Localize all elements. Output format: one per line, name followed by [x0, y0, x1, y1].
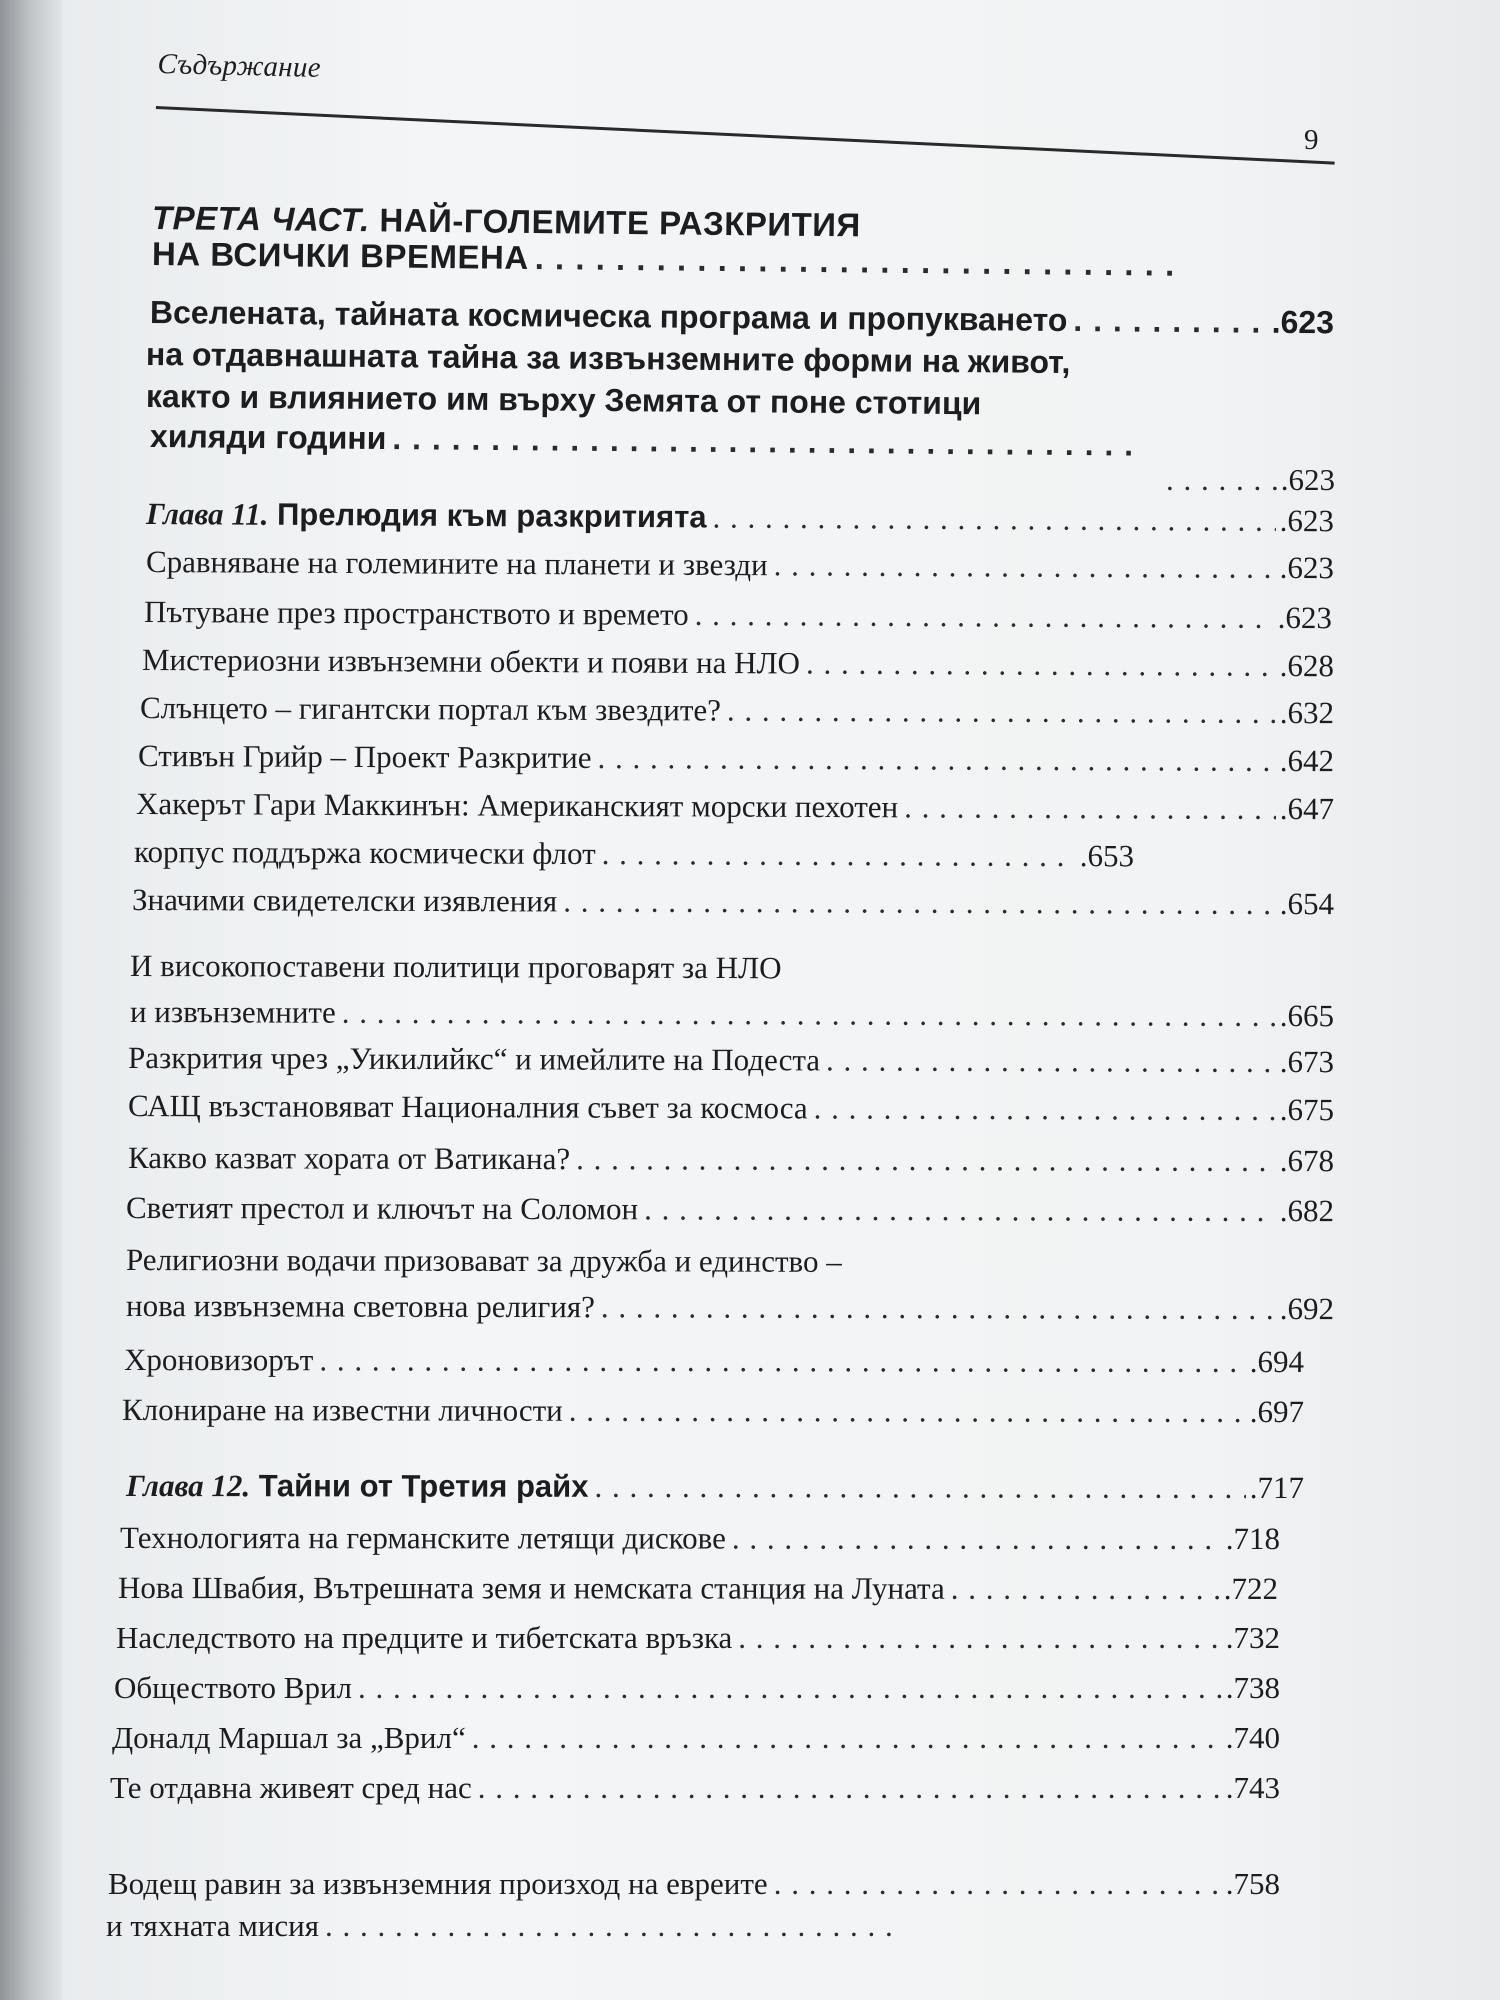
toc-entry-title: Хакерът Гари Маккинън: Американският морски пехотен — [135, 786, 899, 825]
toc-entry[interactable] — [118, 1566, 1278, 1611]
toc-entry-title: Те отдавна живеят сред нас — [110, 1770, 472, 1805]
toc-entry[interactable] — [130, 990, 1334, 1038]
chapter-11-heading[interactable] — [146, 492, 1334, 543]
leader-dots — [806, 641, 1276, 687]
page-ref: .722 — [1223, 1570, 1279, 1607]
page-ref: .675 — [1279, 1092, 1335, 1128]
chapter-title: Тайни от Третия райх — [250, 1468, 589, 1504]
page-ref: .653 — [1079, 838, 1135, 874]
toc-entry[interactable] — [112, 1716, 1280, 1760]
leader-dots — [1166, 458, 1277, 502]
page-ref: .694 — [1249, 1343, 1305, 1380]
toc-entry[interactable] — [128, 1136, 1334, 1183]
part-label: ТРЕТА ЧАСТ. — [151, 199, 370, 239]
leader-dots — [319, 1338, 1245, 1384]
chapter-title: Прелюдия към разкритията — [268, 496, 707, 535]
leader-dots — [563, 880, 1276, 926]
page-ref: .623 — [1271, 303, 1335, 341]
intro-page-line — [1160, 458, 1335, 502]
toc-entry-title: нова извънземна световна религия? — [125, 1288, 595, 1325]
leader-dots — [727, 689, 1276, 735]
page-ref: .623 — [1279, 549, 1335, 586]
intro-text: както и влиянието им върху Земята от поне стотици — [145, 378, 982, 422]
toc-entry-title: Технологията на германските летящи дискове — [119, 1520, 726, 1556]
leader-dots — [392, 416, 1140, 467]
intro-text: на отдавнашната тайна за извънземните форми на живот, — [145, 336, 1071, 381]
part-title-cont: НА ВСИЧКИ ВРЕМЕНА — [151, 235, 529, 276]
page-ref: .678 — [1279, 1143, 1335, 1179]
toc-entry-title: И високопоставени политици проговарят за НЛО — [129, 948, 782, 986]
toc-entry-title: Водещ равин за извънземния произход на евреите — [108, 1866, 768, 1901]
page-ref: .623 — [1277, 599, 1333, 636]
toc-entry[interactable] — [106, 1904, 906, 1948]
toc-entry-title: Светият престол и ключът на Соломон — [125, 1190, 639, 1227]
page-ref: .642 — [1279, 742, 1335, 779]
leader-dots — [904, 785, 1276, 831]
page-ref: .692 — [1279, 1291, 1335, 1327]
leader-dots — [594, 1465, 1245, 1510]
toc-entry[interactable] — [128, 1036, 1334, 1084]
intro-text: хиляди години — [149, 418, 387, 457]
toc-entry[interactable] — [126, 1284, 1334, 1331]
toc-entry-title: Хроновизорът — [123, 1342, 314, 1378]
page-ref: .682 — [1279, 1193, 1335, 1229]
part-title: НАЙ-ГОЛЕМИТЕ РАЗКРИТИЯ — [369, 201, 861, 244]
leader-dots — [472, 1716, 1222, 1760]
page-ref: .732 — [1225, 1620, 1280, 1655]
toc-entry-title: Значими свидетелски изявления — [131, 882, 558, 919]
toc-entry[interactable] — [132, 878, 1334, 926]
leader-dots — [695, 593, 1274, 640]
toc-entry-title: Мистериозни извънземни обекти и появи на НЛО — [141, 642, 801, 681]
page-ref: .738 — [1225, 1670, 1280, 1705]
leader-dots — [358, 1666, 1222, 1710]
toc-entry-title: Нова Швабия, Вътрешната земя и немската станция на Луната — [117, 1570, 945, 1606]
toc-entry-title: Клониране на известни личности — [121, 1392, 563, 1428]
toc-entry-title: Пътуване през пространството и времето — [143, 594, 689, 632]
toc-entry-title: Слънцето – гигантски портал към звездите? — [139, 690, 722, 728]
toc-entry[interactable] — [134, 830, 1134, 878]
leader-dots — [826, 1038, 1276, 1084]
page-ref: .654 — [1279, 886, 1335, 922]
page-ref: .743 — [1225, 1770, 1280, 1805]
toc-entry[interactable] — [144, 590, 1332, 640]
leader-dots — [738, 1616, 1221, 1660]
page-number: 9 — [1304, 124, 1319, 156]
leader-dots — [325, 1904, 902, 1948]
toc-entry[interactable] — [136, 782, 1334, 831]
toc-entry[interactable] — [108, 1862, 1280, 1906]
page-ref: .623 — [1280, 462, 1335, 497]
page-ref: .628 — [1279, 647, 1335, 684]
toc-entry[interactable] — [128, 1084, 1334, 1132]
chapter-label: Глава 12. — [125, 1468, 251, 1504]
toc-entry-title: Религиозни водачи призовават за дружба и единство – — [125, 1242, 842, 1279]
toc-entry-title: корпус поддържа космически флот — [133, 834, 596, 872]
toc-entry[interactable] — [126, 1186, 1334, 1233]
page-ref: .623 — [1279, 502, 1335, 539]
leader-dots — [601, 1285, 1276, 1331]
leader-dots — [576, 1137, 1276, 1183]
toc-entry-title: Разкрития чрез „Уикилийкс“ и имейлите на Подеста — [127, 1040, 821, 1078]
toc-entry[interactable] — [122, 1388, 1304, 1434]
toc-entry[interactable] — [126, 1238, 1226, 1285]
toc-entry[interactable] — [116, 1616, 1280, 1660]
leader-dots — [774, 543, 1276, 590]
toc-entry-title: Стивън Грийр – Проект Разкритие — [137, 738, 592, 775]
running-header-title: Съдържание — [157, 48, 322, 84]
chapter-label: Глава 11. — [145, 496, 269, 532]
leader-dots — [534, 236, 1178, 287]
leader-dots — [732, 1517, 1222, 1561]
toc-entry-title: и извънземните — [129, 994, 336, 1030]
leader-dots — [569, 1389, 1246, 1434]
page-ref: .740 — [1225, 1720, 1280, 1755]
toc-entry[interactable] — [114, 1666, 1280, 1710]
leader-dots — [951, 1567, 1220, 1611]
leader-dots — [478, 1766, 1222, 1810]
chapter-12-heading[interactable] — [126, 1464, 1304, 1510]
toc-entry[interactable] — [120, 1516, 1280, 1561]
toc-entry-title: САЩ възстановяват Националния съвет за космоса — [127, 1088, 808, 1126]
intro-line-4[interactable] — [150, 414, 1140, 467]
toc-entry-title: Какво казват хората от Ватикана? — [127, 1140, 571, 1177]
page-ref: .632 — [1279, 694, 1335, 731]
toc-entry-title: Сравняване на големините на планети и звезди — [145, 544, 768, 583]
page-ref: .717 — [1249, 1469, 1305, 1506]
leader-dots — [774, 1862, 1222, 1906]
leader-dots — [712, 495, 1275, 542]
toc-entry[interactable] — [142, 638, 1334, 688]
toc-entry-title: Доналд Маршал за „Врил“ — [112, 1720, 466, 1755]
toc-entry[interactable] — [130, 944, 1230, 992]
toc-entry-title: Наследството на предците и тибетската връзка — [116, 1620, 733, 1655]
page-ref: .758 — [1225, 1866, 1280, 1901]
toc-entry-title: и тяхната мисия — [106, 1908, 320, 1943]
page-ref: .665 — [1279, 998, 1335, 1034]
toc-entry-title: Обществото Врил — [114, 1670, 353, 1705]
page-ref: .697 — [1249, 1393, 1305, 1430]
leader-dots — [342, 991, 1276, 1038]
leader-dots — [602, 832, 1076, 878]
leader-dots — [1073, 298, 1268, 344]
toc-entry[interactable] — [140, 686, 1334, 735]
intro-text: Вселената, тайната космическа програма и пропукването — [149, 294, 1068, 339]
toc-entry[interactable] — [146, 540, 1334, 590]
toc-entry[interactable] — [124, 1338, 1304, 1384]
part-heading-line-2[interactable] — [152, 232, 1182, 287]
page-ref: .647 — [1279, 790, 1335, 827]
page-ref: .718 — [1225, 1520, 1281, 1557]
leader-dots — [814, 1086, 1276, 1132]
leader-dots — [597, 736, 1275, 783]
page-ref: .673 — [1279, 1044, 1335, 1080]
toc-entry[interactable] — [110, 1766, 1280, 1810]
leader-dots — [644, 1187, 1276, 1233]
toc-entry[interactable] — [138, 734, 1334, 783]
